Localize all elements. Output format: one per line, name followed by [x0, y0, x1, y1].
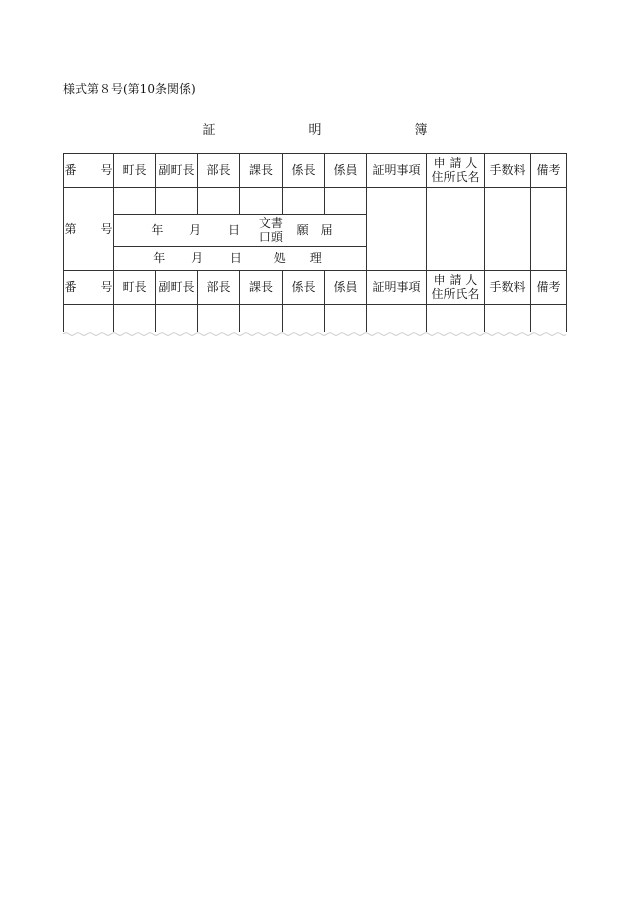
header2-subsection-chief: 係長 — [283, 271, 325, 305]
header-subsection-chief: 係長 — [283, 154, 325, 188]
application-day: 日 — [227, 223, 240, 237]
header2-applicant — [427, 271, 485, 305]
header-certificate-item: 証明事項 — [367, 154, 427, 188]
header2-mayor: 町長 — [114, 271, 156, 305]
header2-staff: 係員 — [325, 271, 367, 305]
entry-fee-cell — [485, 188, 531, 271]
entry-remarks-cell — [531, 188, 567, 271]
header-remarks: 備考 — [531, 154, 567, 188]
header-applicant-line2: 住所氏名 — [431, 169, 480, 184]
header-director: 部長 — [198, 154, 240, 188]
seal-cell-staff — [325, 188, 367, 215]
seal-cell-subsection-chief — [283, 188, 325, 215]
form-number-label: 様式第８号(第10条関係) — [63, 82, 196, 96]
header2-certificate-item: 証明事項 — [367, 271, 427, 305]
header-applicant-line1: 申 請 人 — [433, 155, 478, 170]
certificate-ledger-table — [63, 153, 567, 332]
continuation-row — [64, 305, 567, 332]
application-date-cell — [114, 215, 367, 247]
header2-number: 番 号 — [64, 271, 114, 305]
header-fee: 手数料 — [485, 154, 531, 188]
seal-cell-mayor — [114, 188, 156, 215]
header2-applicant-line2: 住所氏名 — [431, 286, 480, 301]
processed-day: 日 — [229, 251, 242, 266]
application-year: 年 — [151, 223, 164, 237]
header2-remarks: 備考 — [531, 271, 567, 305]
seal-cell-director — [198, 188, 240, 215]
header2-vice-mayor: 副町長 — [156, 271, 198, 305]
header2-fee: 手数料 — [485, 271, 531, 305]
application-type: 願 届 — [296, 223, 333, 237]
processed-year: 年 — [153, 251, 166, 266]
seal-cell-vice-mayor — [156, 188, 198, 215]
processed-label: 処 理 — [273, 251, 322, 266]
entry-seal-row — [64, 188, 567, 215]
header-vice-mayor: 副町長 — [156, 154, 198, 188]
document-title: 証 明 簿 — [202, 123, 468, 138]
header2-section-chief: 課長 — [240, 271, 283, 305]
header2-applicant-line1: 申 請 人 — [433, 272, 478, 287]
header2-director: 部長 — [198, 271, 240, 305]
cut-off-wavy-line — [63, 331, 566, 337]
processed-date-cell — [114, 247, 367, 271]
header-staff: 係員 — [325, 154, 367, 188]
seal-cell-section-chief — [240, 188, 283, 215]
entry-applicant-cell — [427, 188, 485, 271]
header-section-chief: 課長 — [240, 154, 283, 188]
application-method-oral: 口頭 — [258, 229, 283, 244]
processed-month: 月 — [191, 251, 204, 266]
header-number: 番 号 — [64, 154, 114, 188]
entry-number: 第 号 — [64, 188, 114, 271]
table-header-row — [64, 154, 567, 188]
header-mayor: 町長 — [114, 154, 156, 188]
application-method-written: 文書 — [258, 215, 283, 230]
table-header-row-repeat — [64, 271, 567, 305]
application-month: 月 — [189, 223, 202, 237]
header-applicant — [427, 154, 485, 188]
entry-certificate-item-cell — [367, 188, 427, 271]
